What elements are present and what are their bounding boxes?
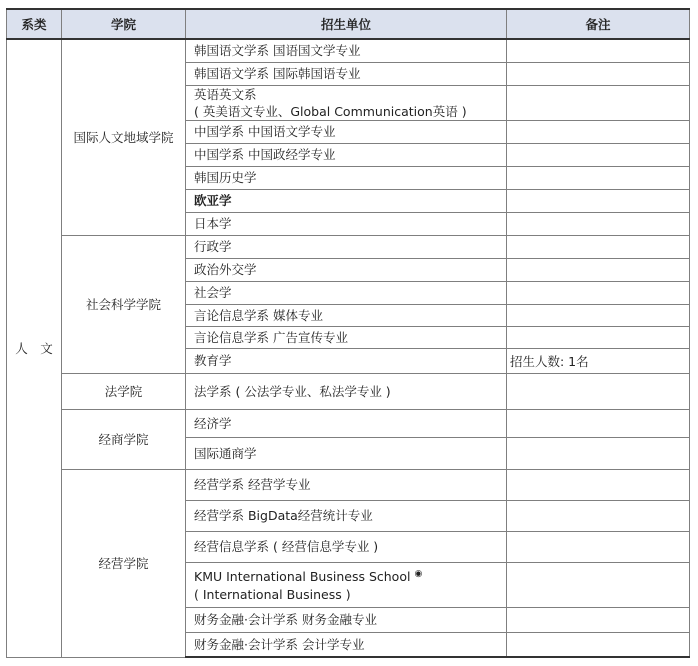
unit-line: 欧亚学 (194, 193, 232, 208)
table-row (7, 469, 690, 500)
unit-cell (186, 562, 507, 607)
college-cell: 国际人文地域学院 (62, 39, 186, 235)
note-cell (507, 304, 690, 326)
unit-line: 教育学 (194, 353, 232, 368)
note-cell (507, 437, 690, 469)
unit-line: 国际通商学 (194, 445, 257, 461)
note-cell (507, 258, 690, 281)
unit-cell (186, 212, 507, 235)
college-cell: 经商学院 (62, 409, 186, 469)
note-cell (507, 607, 690, 632)
unit-cell (186, 373, 507, 409)
note-cell (507, 373, 690, 409)
unit-cell (186, 348, 507, 373)
note-cell (507, 120, 690, 143)
unit-line: ( International Business ) (194, 586, 351, 602)
unit-cell (186, 437, 507, 469)
note-cell (507, 166, 690, 189)
dept-cell: 人 文 (7, 39, 62, 657)
admissions-table (6, 8, 690, 658)
unit-line: 韩国历史学 (194, 170, 257, 185)
unit-line: 法学系 ( 公法学专业、私法学专业 ) (194, 383, 391, 399)
unit-cell (186, 500, 507, 531)
unit-cell (186, 62, 507, 85)
unit-line: 财务金融·会计学系 会计学专业 (194, 636, 365, 652)
unit-cell (186, 409, 507, 437)
unit-line: 经营学系 经营学专业 (194, 477, 311, 492)
unit-cell (186, 85, 507, 120)
unit-cell (186, 632, 507, 657)
unit-cell (186, 166, 507, 189)
unit-line: 中国学系 中国语文学专业 (194, 124, 336, 139)
note-cell (507, 212, 690, 235)
note-cell (507, 143, 690, 166)
unit-cell (186, 469, 507, 500)
header-college: 学院 (62, 9, 186, 39)
unit-cell (186, 607, 507, 632)
unit-line: 日本学 (194, 216, 232, 231)
note-cell (507, 632, 690, 657)
unit-cell (186, 326, 507, 348)
note-cell (507, 326, 690, 348)
note-cell (507, 235, 690, 258)
unit-cell (186, 304, 507, 326)
note-cell (507, 469, 690, 500)
unit-cell (186, 143, 507, 166)
unit-line: ( 英美语文专业、Global Communication英语 ) (194, 103, 467, 119)
note-cell (507, 189, 690, 212)
header-dept: 系类 (7, 9, 62, 39)
unit-cell (186, 258, 507, 281)
note-cell (507, 39, 690, 62)
unit-line: 言论信息学系 广告宣传专业 (194, 329, 348, 345)
header-note: 备注 (507, 9, 690, 39)
note-cell (507, 409, 690, 437)
unit-line: 中国学系 中国政经学专业 (194, 147, 336, 162)
unit-line: 言论信息学系 媒体专业 (194, 307, 323, 323)
unit-line: 行政学 (194, 239, 232, 254)
college-cell: 经营学院 (62, 469, 186, 657)
unit-line: 财务金融·会计学系 财务金融专业 (194, 612, 377, 627)
unit-line: 韩国语文学系 国际韩国语专业 (194, 66, 361, 81)
unit-cell (186, 120, 507, 143)
unit-line: 社会学 (194, 285, 232, 300)
unit-line-text: KMU International Business School (194, 569, 411, 585)
unit-line: 经营信息学系 ( 经营信息学专业 ) (194, 539, 379, 554)
unit-cell (186, 189, 507, 212)
unit-cell (186, 281, 507, 304)
table-row (7, 373, 690, 409)
note-cell (507, 531, 690, 562)
note-cell (507, 281, 690, 304)
note-cell (507, 85, 690, 120)
note-cell (507, 62, 690, 85)
unit-line: 政治外交学 (194, 262, 257, 277)
header-unit: 招生单位 (186, 9, 507, 39)
table-row (7, 235, 690, 258)
college-cell: 法学院 (62, 373, 186, 409)
unit-line: 韩国语文学系 国语国文学专业 (194, 43, 361, 59)
table-row (7, 409, 690, 437)
marker-icon: ◉ (414, 569, 423, 580)
header-row (7, 9, 690, 39)
unit-cell (186, 235, 507, 258)
note-cell: 招生人数: 1名 (507, 348, 690, 373)
unit-line: 经济学 (194, 415, 232, 431)
table-row (7, 39, 690, 62)
note-cell (507, 500, 690, 531)
college-cell: 社会科学学院 (62, 235, 186, 373)
unit-line: 英语英文系 (194, 86, 257, 102)
note-cell (507, 562, 690, 607)
unit-line (194, 566, 506, 585)
unit-cell (186, 531, 507, 562)
unit-cell (186, 39, 507, 62)
unit-line: 经营学系 BigData经营统计专业 (194, 508, 373, 523)
